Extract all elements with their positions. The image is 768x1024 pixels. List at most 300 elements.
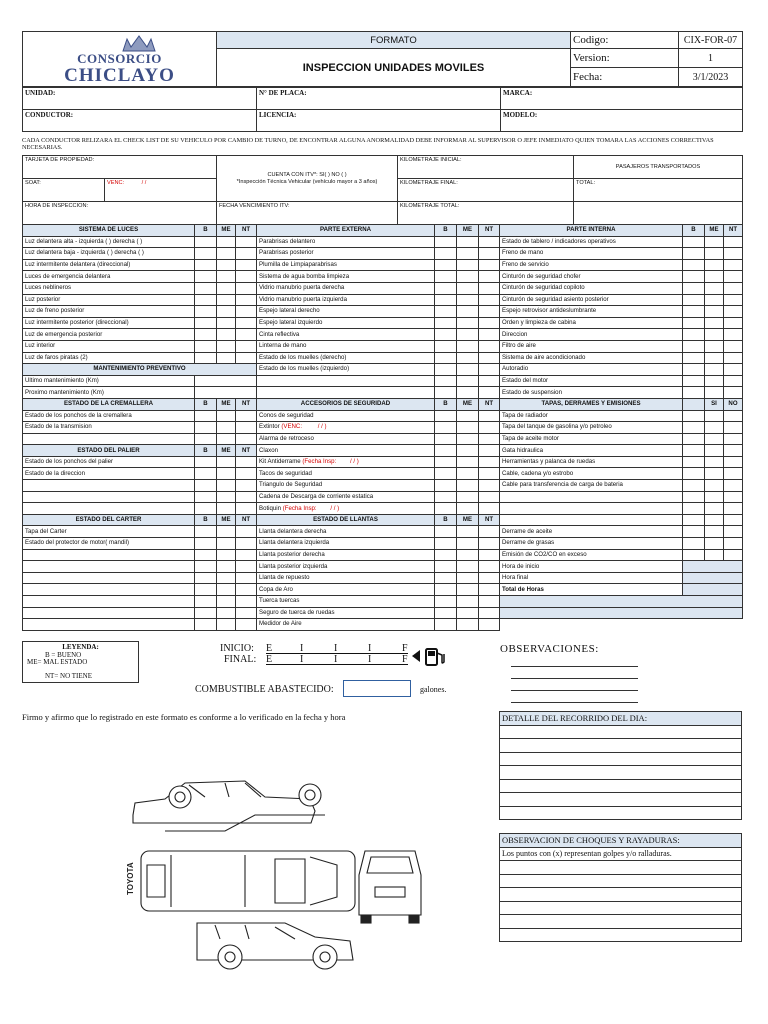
- check-cell[interactable]: [195, 294, 217, 306]
- check-cell[interactable]: [457, 549, 479, 561]
- check-cell[interactable]: [195, 561, 217, 573]
- check-cell[interactable]: [457, 422, 479, 434]
- check-cell[interactable]: [724, 456, 743, 468]
- check-cell[interactable]: [217, 248, 236, 260]
- check-cell[interactable]: [724, 468, 743, 480]
- check-cell[interactable]: [724, 248, 743, 260]
- check-cell[interactable]: [705, 445, 724, 457]
- check-cell[interactable]: [683, 480, 705, 492]
- check-cell[interactable]: [435, 340, 457, 352]
- check-cell[interactable]: [236, 607, 257, 619]
- check-cell[interactable]: [195, 584, 217, 596]
- check-cell[interactable]: [683, 445, 705, 457]
- check-cell[interactable]: [236, 422, 257, 434]
- check-cell[interactable]: [683, 340, 705, 352]
- check-cell[interactable]: [705, 352, 724, 364]
- check-cell[interactable]: [236, 294, 257, 306]
- check-cell[interactable]: [195, 607, 217, 619]
- detalle-row[interactable]: [500, 766, 742, 780]
- check-cell[interactable]: [479, 433, 500, 445]
- check-cell[interactable]: [683, 526, 705, 538]
- check-cell[interactable]: [435, 317, 457, 329]
- check-cell[interactable]: [236, 248, 257, 260]
- horas-value[interactable]: [683, 561, 743, 573]
- check-cell[interactable]: [217, 549, 236, 561]
- check-cell[interactable]: [457, 572, 479, 584]
- total-pasajeros-field[interactable]: TOTAL:: [574, 179, 743, 202]
- km-final-field[interactable]: KILOMETRAJE FINAL:: [398, 179, 574, 202]
- check-cell[interactable]: [236, 619, 257, 631]
- check-cell[interactable]: [236, 410, 257, 422]
- check-cell[interactable]: [236, 491, 257, 503]
- check-cell[interactable]: [724, 422, 743, 434]
- check-cell[interactable]: [705, 468, 724, 480]
- check-cell[interactable]: [479, 236, 500, 248]
- check-cell[interactable]: [457, 561, 479, 573]
- check-cell[interactable]: [683, 514, 705, 526]
- mant-value[interactable]: [195, 375, 257, 387]
- check-cell[interactable]: [724, 503, 743, 515]
- check-cell[interactable]: [435, 306, 457, 318]
- check-cell[interactable]: [705, 259, 724, 271]
- check-cell[interactable]: [724, 271, 743, 283]
- check-cell[interactable]: [457, 468, 479, 480]
- check-cell[interactable]: [705, 503, 724, 515]
- check-cell[interactable]: [724, 410, 743, 422]
- check-cell[interactable]: [457, 329, 479, 341]
- check-cell[interactable]: [457, 538, 479, 550]
- check-cell[interactable]: [435, 491, 457, 503]
- check-cell[interactable]: [457, 456, 479, 468]
- check-cell[interactable]: [217, 236, 236, 248]
- check-cell[interactable]: [195, 480, 217, 492]
- check-cell[interactable]: [435, 538, 457, 550]
- check-cell[interactable]: [479, 561, 500, 573]
- check-cell[interactable]: [724, 317, 743, 329]
- check-cell[interactable]: [705, 422, 724, 434]
- check-cell[interactable]: [705, 480, 724, 492]
- check-cell[interactable]: [236, 236, 257, 248]
- check-cell[interactable]: [236, 480, 257, 492]
- check-cell[interactable]: [683, 410, 705, 422]
- check-cell[interactable]: [724, 282, 743, 294]
- check-cell[interactable]: [435, 584, 457, 596]
- check-cell[interactable]: [705, 491, 724, 503]
- check-cell[interactable]: [683, 329, 705, 341]
- check-cell[interactable]: [217, 271, 236, 283]
- check-cell[interactable]: [479, 271, 500, 283]
- mant-value[interactable]: [195, 387, 257, 399]
- check-cell[interactable]: [236, 526, 257, 538]
- check-cell[interactable]: [435, 607, 457, 619]
- check-cell[interactable]: [479, 572, 500, 584]
- check-cell[interactable]: [217, 607, 236, 619]
- check-cell[interactable]: [195, 410, 217, 422]
- check-cell[interactable]: [457, 526, 479, 538]
- check-cell[interactable]: [683, 375, 705, 387]
- check-cell[interactable]: [217, 294, 236, 306]
- check-cell[interactable]: [683, 456, 705, 468]
- check-cell[interactable]: [705, 410, 724, 422]
- check-cell[interactable]: [217, 526, 236, 538]
- check-cell[interactable]: [457, 445, 479, 457]
- obs-line-2[interactable]: [511, 678, 638, 679]
- check-cell[interactable]: [195, 259, 217, 271]
- check-cell[interactable]: [724, 445, 743, 457]
- check-cell[interactable]: [217, 491, 236, 503]
- check-cell[interactable]: [236, 561, 257, 573]
- check-cell[interactable]: [683, 236, 705, 248]
- check-cell[interactable]: [457, 271, 479, 283]
- check-cell[interactable]: [435, 433, 457, 445]
- check-cell[interactable]: [236, 317, 257, 329]
- check-cell[interactable]: [479, 294, 500, 306]
- check-cell[interactable]: [479, 445, 500, 457]
- check-cell[interactable]: [195, 503, 217, 515]
- detalle-row[interactable]: [500, 779, 742, 793]
- choques-row[interactable]: [500, 901, 742, 915]
- check-cell[interactable]: [683, 271, 705, 283]
- check-cell[interactable]: [435, 456, 457, 468]
- gauge-row-inicio[interactable]: [266, 643, 406, 654]
- check-cell[interactable]: [236, 503, 257, 515]
- detalle-row[interactable]: [500, 725, 742, 739]
- car-front-view[interactable]: [359, 851, 421, 923]
- check-cell[interactable]: [195, 549, 217, 561]
- detalle-row[interactable]: [500, 752, 742, 766]
- check-cell[interactable]: [435, 282, 457, 294]
- check-cell[interactable]: [479, 329, 500, 341]
- check-cell[interactable]: [217, 584, 236, 596]
- check-cell[interactable]: [705, 306, 724, 318]
- check-cell[interactable]: [195, 248, 217, 260]
- check-cell[interactable]: [435, 271, 457, 283]
- check-cell[interactable]: [195, 433, 217, 445]
- unidad-field[interactable]: UNIDAD:: [23, 88, 257, 110]
- check-cell[interactable]: [479, 596, 500, 608]
- check-cell[interactable]: [435, 294, 457, 306]
- check-cell[interactable]: [236, 352, 257, 364]
- check-cell[interactable]: [479, 480, 500, 492]
- check-cell[interactable]: [724, 375, 743, 387]
- check-cell[interactable]: [236, 549, 257, 561]
- check-cell[interactable]: [236, 329, 257, 341]
- check-cell[interactable]: [479, 375, 500, 387]
- horas-value[interactable]: [500, 607, 743, 619]
- check-cell[interactable]: [236, 340, 257, 352]
- check-cell[interactable]: [217, 596, 236, 608]
- check-cell[interactable]: [217, 538, 236, 550]
- check-cell[interactable]: [479, 282, 500, 294]
- car-side-view-right[interactable]: [197, 923, 353, 969]
- check-cell[interactable]: [435, 480, 457, 492]
- check-cell[interactable]: [435, 375, 457, 387]
- obs-line-4[interactable]: [511, 702, 638, 703]
- check-cell[interactable]: [236, 572, 257, 584]
- check-cell[interactable]: [479, 317, 500, 329]
- check-cell[interactable]: [705, 282, 724, 294]
- check-cell[interactable]: [724, 259, 743, 271]
- check-cell[interactable]: [479, 456, 500, 468]
- check-cell[interactable]: [457, 480, 479, 492]
- km-inicial-field[interactable]: KILOMETRAJE INICIAL:: [398, 156, 574, 179]
- check-cell[interactable]: [195, 317, 217, 329]
- itv-cell[interactable]: [217, 156, 398, 202]
- obs-line-1[interactable]: [511, 666, 638, 667]
- check-cell[interactable]: [683, 468, 705, 480]
- detalle-row[interactable]: [500, 739, 742, 753]
- check-cell[interactable]: [435, 572, 457, 584]
- check-cell[interactable]: [479, 491, 500, 503]
- check-cell[interactable]: [457, 619, 479, 631]
- check-cell[interactable]: [457, 596, 479, 608]
- choques-row[interactable]: [500, 928, 742, 942]
- gauge-row-final[interactable]: [266, 654, 406, 665]
- check-cell[interactable]: [195, 282, 217, 294]
- check-cell[interactable]: [683, 282, 705, 294]
- check-cell[interactable]: [217, 433, 236, 445]
- check-cell[interactable]: [705, 271, 724, 283]
- check-cell[interactable]: [479, 538, 500, 550]
- check-cell[interactable]: [724, 538, 743, 550]
- check-cell[interactable]: [705, 340, 724, 352]
- vehicle-damage-diagram[interactable]: [125, 775, 425, 980]
- check-cell[interactable]: [195, 422, 217, 434]
- check-cell[interactable]: [217, 329, 236, 341]
- check-cell[interactable]: [683, 248, 705, 260]
- check-cell[interactable]: [435, 236, 457, 248]
- check-cell[interactable]: [724, 387, 743, 399]
- check-cell[interactable]: [457, 410, 479, 422]
- check-cell[interactable]: [479, 503, 500, 515]
- check-cell[interactable]: [705, 538, 724, 550]
- check-cell[interactable]: [705, 364, 724, 376]
- check-cell[interactable]: [457, 317, 479, 329]
- check-cell[interactable]: [705, 236, 724, 248]
- check-cell[interactable]: [195, 236, 217, 248]
- car-side-view-left[interactable]: [133, 781, 325, 831]
- check-cell[interactable]: [435, 329, 457, 341]
- check-cell[interactable]: [479, 248, 500, 260]
- conductor-field[interactable]: CONDUCTOR:: [23, 110, 257, 132]
- check-cell[interactable]: [457, 491, 479, 503]
- check-cell[interactable]: [195, 456, 217, 468]
- check-cell[interactable]: [217, 422, 236, 434]
- check-cell[interactable]: [236, 259, 257, 271]
- check-cell[interactable]: [217, 282, 236, 294]
- check-cell[interactable]: [683, 538, 705, 550]
- check-cell[interactable]: [479, 259, 500, 271]
- marca-field[interactable]: MARCA:: [501, 88, 743, 110]
- check-cell[interactable]: [195, 340, 217, 352]
- check-cell[interactable]: [435, 503, 457, 515]
- choques-row[interactable]: [500, 861, 742, 875]
- check-cell[interactable]: [479, 584, 500, 596]
- check-cell[interactable]: [236, 538, 257, 550]
- check-cell[interactable]: [217, 317, 236, 329]
- check-cell[interactable]: [217, 572, 236, 584]
- check-cell[interactable]: [479, 410, 500, 422]
- check-cell[interactable]: [435, 596, 457, 608]
- detalle-row[interactable]: [500, 793, 742, 807]
- check-cell[interactable]: [705, 526, 724, 538]
- check-cell[interactable]: [683, 364, 705, 376]
- check-cell[interactable]: [457, 503, 479, 515]
- licencia-field[interactable]: LICENCIA:: [257, 110, 501, 132]
- check-cell[interactable]: [479, 364, 500, 376]
- check-cell[interactable]: [435, 364, 457, 376]
- check-cell[interactable]: [683, 433, 705, 445]
- check-cell[interactable]: [705, 514, 724, 526]
- check-cell[interactable]: [236, 433, 257, 445]
- check-cell[interactable]: [683, 306, 705, 318]
- check-cell[interactable]: [724, 514, 743, 526]
- check-cell[interactable]: [435, 248, 457, 260]
- check-cell[interactable]: [217, 340, 236, 352]
- check-cell[interactable]: [217, 503, 236, 515]
- check-cell[interactable]: [435, 422, 457, 434]
- check-cell[interactable]: [457, 433, 479, 445]
- soat-field[interactable]: SOAT:: [23, 179, 105, 202]
- horas-value[interactable]: [683, 584, 743, 596]
- check-cell[interactable]: [195, 619, 217, 631]
- check-cell[interactable]: [724, 329, 743, 341]
- check-cell[interactable]: [683, 491, 705, 503]
- fecha-itv-field[interactable]: FECHA VENCIMIENTO ITV:: [217, 202, 398, 225]
- check-cell[interactable]: [435, 526, 457, 538]
- check-cell[interactable]: [195, 352, 217, 364]
- check-cell[interactable]: [435, 259, 457, 271]
- check-cell[interactable]: [724, 294, 743, 306]
- check-cell[interactable]: [724, 526, 743, 538]
- check-cell[interactable]: [724, 340, 743, 352]
- check-cell[interactable]: [479, 526, 500, 538]
- tarjeta-field[interactable]: TARJETA DE PROPIEDAD:: [23, 156, 217, 179]
- check-cell[interactable]: [435, 561, 457, 573]
- check-cell[interactable]: [705, 248, 724, 260]
- check-cell[interactable]: [457, 340, 479, 352]
- check-cell[interactable]: [217, 480, 236, 492]
- check-cell[interactable]: [724, 480, 743, 492]
- check-cell[interactable]: [683, 294, 705, 306]
- check-cell[interactable]: [705, 329, 724, 341]
- km-total-field[interactable]: KILOMETRAJE TOTAL:: [398, 202, 574, 225]
- check-cell[interactable]: [724, 364, 743, 376]
- check-cell[interactable]: [435, 468, 457, 480]
- check-cell[interactable]: [479, 607, 500, 619]
- check-cell[interactable]: [435, 445, 457, 457]
- check-cell[interactable]: [435, 410, 457, 422]
- check-cell[interactable]: [683, 387, 705, 399]
- check-cell[interactable]: [217, 619, 236, 631]
- check-cell[interactable]: [195, 572, 217, 584]
- placa-field[interactable]: N° DE PLACA:: [257, 88, 501, 110]
- check-cell[interactable]: [683, 422, 705, 434]
- car-top-view[interactable]: [141, 851, 355, 911]
- check-cell[interactable]: [435, 352, 457, 364]
- check-cell[interactable]: [457, 364, 479, 376]
- check-cell[interactable]: [195, 526, 217, 538]
- check-cell[interactable]: [705, 387, 724, 399]
- check-cell[interactable]: [236, 596, 257, 608]
- check-cell[interactable]: [236, 306, 257, 318]
- check-cell[interactable]: [705, 375, 724, 387]
- check-cell[interactable]: [217, 352, 236, 364]
- modelo-field[interactable]: MODELO:: [501, 110, 743, 132]
- check-cell[interactable]: [479, 340, 500, 352]
- check-cell[interactable]: [683, 549, 705, 561]
- check-cell[interactable]: [457, 352, 479, 364]
- check-cell[interactable]: [457, 387, 479, 399]
- check-cell[interactable]: [457, 607, 479, 619]
- check-cell[interactable]: [435, 387, 457, 399]
- check-cell[interactable]: [479, 422, 500, 434]
- check-cell[interactable]: [236, 584, 257, 596]
- check-cell[interactable]: [236, 468, 257, 480]
- check-cell[interactable]: [479, 468, 500, 480]
- check-cell[interactable]: [435, 619, 457, 631]
- check-cell[interactable]: [217, 456, 236, 468]
- check-cell[interactable]: [195, 491, 217, 503]
- check-cell[interactable]: [457, 282, 479, 294]
- check-cell[interactable]: [683, 352, 705, 364]
- horas-value[interactable]: [500, 596, 743, 608]
- check-cell[interactable]: [683, 503, 705, 515]
- check-cell[interactable]: [457, 584, 479, 596]
- check-cell[interactable]: [217, 468, 236, 480]
- check-cell[interactable]: [217, 259, 236, 271]
- check-cell[interactable]: [236, 282, 257, 294]
- check-cell[interactable]: [195, 306, 217, 318]
- check-cell[interactable]: [457, 294, 479, 306]
- check-cell[interactable]: [479, 619, 500, 631]
- check-cell[interactable]: [479, 549, 500, 561]
- check-cell[interactable]: [479, 387, 500, 399]
- check-cell[interactable]: [217, 561, 236, 573]
- choques-row[interactable]: [500, 915, 742, 929]
- obs-line-3[interactable]: [511, 690, 638, 691]
- check-cell[interactable]: [195, 329, 217, 341]
- check-cell[interactable]: [705, 294, 724, 306]
- hora-inspeccion-field[interactable]: HORA DE INSPECCION:: [23, 202, 217, 225]
- check-cell[interactable]: [705, 433, 724, 445]
- check-cell[interactable]: [195, 468, 217, 480]
- check-cell[interactable]: [236, 271, 257, 283]
- check-cell[interactable]: [705, 317, 724, 329]
- check-cell[interactable]: [457, 236, 479, 248]
- check-cell[interactable]: [435, 549, 457, 561]
- choques-row[interactable]: [500, 874, 742, 888]
- soat-venc-field[interactable]: [105, 179, 217, 202]
- check-cell[interactable]: [683, 259, 705, 271]
- check-cell[interactable]: [724, 549, 743, 561]
- check-cell[interactable]: [479, 306, 500, 318]
- check-cell[interactable]: [479, 352, 500, 364]
- check-cell[interactable]: [217, 306, 236, 318]
- check-cell[interactable]: [724, 491, 743, 503]
- check-cell[interactable]: [217, 410, 236, 422]
- check-cell[interactable]: [457, 375, 479, 387]
- check-cell[interactable]: [195, 271, 217, 283]
- check-cell[interactable]: [705, 549, 724, 561]
- detalle-row[interactable]: [500, 806, 742, 820]
- check-cell[interactable]: [236, 456, 257, 468]
- check-cell[interactable]: [724, 352, 743, 364]
- check-cell[interactable]: [705, 456, 724, 468]
- check-cell[interactable]: [724, 236, 743, 248]
- check-cell[interactable]: [195, 596, 217, 608]
- combustible-input[interactable]: [343, 680, 411, 697]
